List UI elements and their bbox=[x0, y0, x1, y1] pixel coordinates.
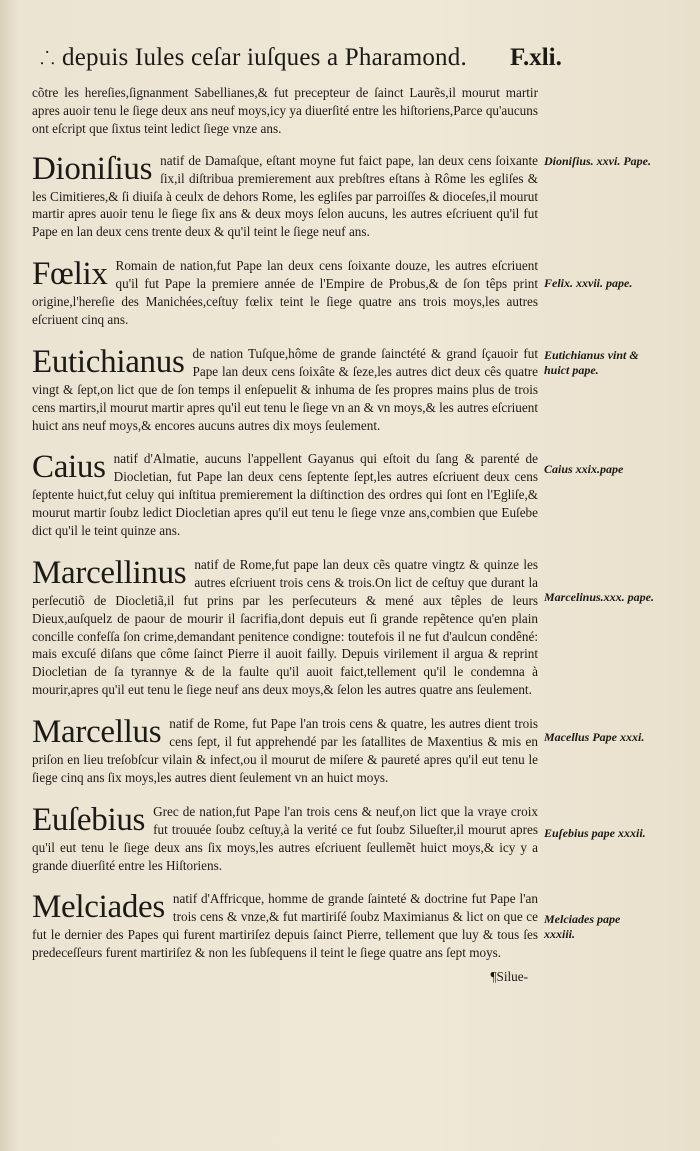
entry-dionisius bbox=[32, 152, 538, 242]
entry-lead-word: Euſebius bbox=[32, 801, 146, 838]
entry-lead-word: Marcellinus bbox=[32, 554, 187, 591]
entry-lead-word: Eutichianus bbox=[32, 343, 185, 380]
entry-lead-word: Dioniſius bbox=[32, 150, 153, 187]
entry-lead-word: Caius bbox=[32, 449, 106, 486]
margin-note-macellus: Macellus Pape xxxi. bbox=[544, 730, 645, 744]
entry-caius bbox=[32, 450, 538, 540]
entry-marcellinus bbox=[32, 556, 538, 699]
catchword: ¶Silue- bbox=[490, 969, 528, 985]
entry-text: natif d'Almatie, aucuns l'appellent Gayanus qui eſtoit du ſang & parenté de Diocletian, fut Pape lan deux cens ſeptente ſept,les autres eſcriuent deux cens ſeptente huict,fut celuy qui inſtitua premierement la diſtinction des ordres qui ſont en l'Egliſe,& mourut martir ſoubz ledict Diocletian apres qu'il eut tenu le ſiege vnze ans,combien que Euſebe dict qu'il le teint quinze ans. bbox=[32, 451, 538, 539]
intro-paragraph: cõtre les hereſies,ſignanment Sabellianes,& fut precepteur de ſainct Laurẽs,il mourut martir apres auoir tenu le ſiege deux ans neuf moys,icy ya diuerſité entre les hiſtoriens,Parce qu'aucuns ont eſcript que ſixtus teint ledict ſiege vnze ans. bbox=[32, 85, 538, 136]
entry-text: natif de Rome, fut Pape l'an trois cens & quatre, les autres dient trois cens ſept, il fut apprehendé par les ſatallites de Maxentius & mis en priſon en lieu treſobſcur vilain & infect,ou il mourut de miſere & paureté apres qu'il eut tenu le ſiege cinq ans ſix moys,les autres dient ſeulement vn an huict moys. bbox=[32, 716, 538, 785]
entry-text: natif de Damaſque, eſtant moyne fut faict pape, lan deux cens ſoixante ſix,il diſtribua premierement aux prebſtres eſtans à Rôme les egliſes & les Cimitieres,& ſi diuiſa à ceulx de dehors Rome, les egliſes par parroiſſes & dioceſes,il mourut martir apres auoir tenu le ſiege ſix ans & deux moys ſelon aucuns, les autres eſcriuent qu'il fut Pape en lan deux cens trente deux & qu'il teint le ſiege neuf ans. bbox=[32, 152, 538, 240]
margin-note-melciades: Melciades pape xxxiii. bbox=[544, 912, 621, 941]
entry-lead-word: Marcellus bbox=[32, 714, 162, 751]
entry-text: natif d'Affricque, homme de grande ſainteté & doctrine fut Pape l'an trois cens & vnze,& fut martiriſé ſoubz Maximianus & lict on que ce fut le dernier des Papes qui furent martiriſez depuis ſainct Pierre, tellement que luy & tous ſes predeceſſeurs furent martiriſez & non les ſubſequens il teint le ſiege quatre ans ſept moys. bbox=[32, 891, 538, 961]
entry-melciades bbox=[32, 890, 538, 986]
margin-note-marcelinus: Marcelinus.xxx. pape. bbox=[544, 590, 655, 604]
entry-text: Romain de nation,fut Pape lan deux cens ſoixante douze, les autres eſcriuent qu'il fut Pape la premiere année de l'Empire de Probus,& de ſon têps print origine,l'hereſie des Manichées,ceſtuy fœlix teint le ſiege quatre ans trois moys,les autres eſcriuent cinq ans. bbox=[32, 258, 538, 327]
entry-text: Grec de nation,fut Pape l'an trois cens & neuf,on lict que la vraye croix fut trouuée ſoubz ceſtuy,à la verité ce fut ſoubz Silueſter,il mourut apres qu'il eut tenu le ſiege deux ans ſix moys,les autres eſcriuent ſeullemẽt huict moys,& icy y a grande diuerſité entre les Hiſtoriens. bbox=[32, 803, 538, 873]
folio-number: F.xli. bbox=[510, 44, 562, 71]
margin-note-caius: Caius xxix.pape bbox=[544, 462, 624, 476]
margin-note-eusebius: Euſebius pape xxxii. bbox=[544, 826, 646, 840]
margin-note-dionisius: Dioniſius. xxvi. Pape. bbox=[544, 154, 651, 168]
entry-text: natif de Rome,fut pape lan deux cẽs quatre vingtz & quinze les autres eſcriuent trois cens & trois.On lict de ceſtuy que durant la perſecutiõ de Diocletiã,il fut prins par les perſecuteurs & mené aux têples de leurs Dieux,auſquelz de paour de mourir il ſacrifia,dont depuis eut ſi grande repẽtence qu'en plain concille confeſſa ſon crime,demandant penitence condigne: toutefois il ne fut d'aulcun condêné: mais excuſé diſans que côme ſainct Pierre il auoit failly. Depuis virilement il argua & reprint Diocletian de ſa tyrannye & de la faulte qu'il auoit faict,tellement qu'il le condemna à mourir,apres qu'il eut tenu le ſiege neuf ans deux moys,& ſelon les autres quatre ans ſeulement. bbox=[32, 556, 538, 698]
entry-lead-word: Melciades bbox=[32, 889, 165, 926]
entry-foelix bbox=[32, 257, 538, 329]
entry-eutichianus bbox=[32, 345, 538, 435]
entry-text: de nation Tuſque,hôme de grande ſainctété & grand ſçauoir fut Pape lan deux cens ſoixâte & ſeze,les autres dict deux cês quatre vingt & ſept,on lict que de ſon temps il enſepuelit & inhuma de ſes propres mains plus de trois cens martirs,il mourut martir apres qu'il eut tenu le ſiege vn an & vn moys,& les autres eſcriuent huict ans neuf moys,& encores aucuns autres dix moys ſeulement. bbox=[32, 345, 538, 433]
entry-marcellus bbox=[32, 715, 538, 787]
ornament-mark: ⸫ bbox=[40, 48, 55, 68]
entry-lead-word: Fœlix bbox=[32, 256, 108, 293]
entry-eusebius bbox=[32, 803, 538, 875]
margin-note-felix: Felix. xxvii. pape. bbox=[544, 276, 633, 290]
margin-note-eutichianus: Eutichianus vint & huict pape. bbox=[544, 348, 639, 377]
main-text-column bbox=[32, 84, 538, 1002]
page-title: depuis Iules ceſar iuſques a Pharamond. bbox=[62, 44, 467, 71]
running-header bbox=[40, 44, 600, 84]
